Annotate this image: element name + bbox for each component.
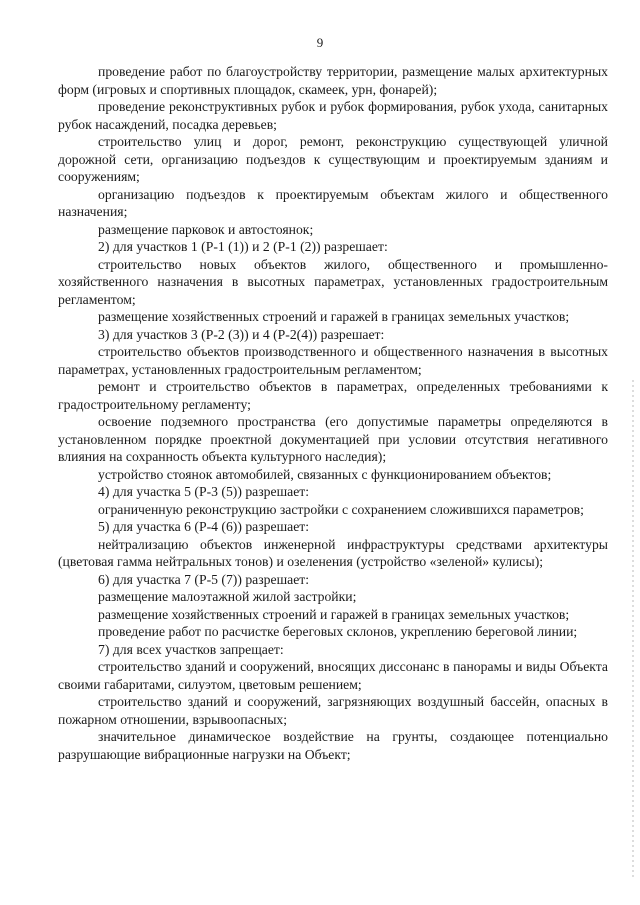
paragraph: 7) для всех участков запрещает:: [98, 641, 284, 657]
margin-stamp-graphic: [628, 380, 638, 880]
margin-stamp: [628, 380, 638, 880]
paragraph: размещение парковок и автостоянок;: [98, 221, 314, 237]
paragraph: размещение хозяйственных строений и гаражей в границах земельных участков;: [98, 606, 570, 622]
document-body: [58, 63, 608, 763]
paragraph: размещение хозяйственных строений и гаражей в границах земельных участков;: [98, 309, 570, 324]
paragraph: строительство зданий и сооружений, вносящих диссонанс в панорамы и виды Объекта своими габаритами, силуэтом, цветовым решением;: [58, 659, 608, 692]
paragraph: размещение малоэтажной жилой застройки;: [98, 589, 357, 604]
paragraph: 6) для участка 7 (Р-5 (7)) разрешает:: [98, 571, 310, 587]
paragraph: строительство объектов производственного и общественного назначения в высотных параметрах, установленных градостроительным регламентом;: [58, 344, 608, 377]
paragraph: значительное динамическое воздействие на грунты, создающее потенциально разрушающие вибрационные нагрузки на Объект;: [58, 729, 608, 762]
paragraph: проведение реконструктивных рубок и рубок формирования, рубок ухода, санитарных рубок насаждений, посадка деревьев;: [58, 99, 608, 132]
paragraph: проведение работ по расчистке береговых склонов, укреплению береговой линии;: [98, 624, 578, 639]
paragraph: устройство стоянок автомобилей, связанных с функционированием объектов;: [98, 466, 552, 482]
paragraph: 4) для участка 5 (Р-3 (5)) разрешает:: [98, 484, 310, 499]
page-number: 9: [316, 35, 324, 50]
paragraph: организацию подъездов к проектируемым объектам жилого и общественного назначения;: [58, 186, 608, 219]
paragraph: ограниченную реконструкцию застройки с сохранением сложившихся параметров;: [98, 501, 584, 517]
paragraph: строительство зданий и сооружений, загрязняющих воздушный бассейн, опасных в пожарном отношении, взрывоопасных;: [58, 694, 608, 727]
paragraph: проведение работ по благоустройству территории, размещение малых архитектурных форм (игровых и спортивных площадок, скамеек, урн, фонарей);: [58, 64, 608, 97]
paragraph: 2) для участков 1 (Р-1 (1)) и 2 (Р-1 (2)) разрешает:: [98, 239, 388, 254]
paragraph: ремонт и строительство объектов в параметрах, определенных требованиями к градостроительному регламенту;: [58, 379, 608, 412]
paragraph: освоение подземного пространства (его допустимые параметры определяются в установленном порядке проектной документацией при условии отсутствия негативного влияния на сохранность объекта культурного наследия);: [58, 414, 608, 464]
paragraph: строительство новых объектов жилого, общественного и промышленно-хозяйственного назначения в высотных параметрах, установленных градостроительным регламентом;: [58, 256, 608, 307]
paragraph: нейтрализацию объектов инженерной инфраструктуры средствами архитектуры (цветовая гамма нейтральных тонов) и озеленения (устройство «зеленой» кулисы);: [58, 536, 608, 569]
paragraph: 3) для участков 3 (Р-2 (3)) и 4 (Р-2(4)) разрешает:: [98, 326, 385, 342]
paragraph: строительство улиц и дорог, ремонт, реконструкцию существующей уличной дорожной сети, организацию подъездов к существующим и проектируемым зданиям и сооружениям;: [58, 134, 608, 184]
paragraph: 5) для участка 6 (Р-4 (6)) разрешает:: [98, 519, 310, 534]
